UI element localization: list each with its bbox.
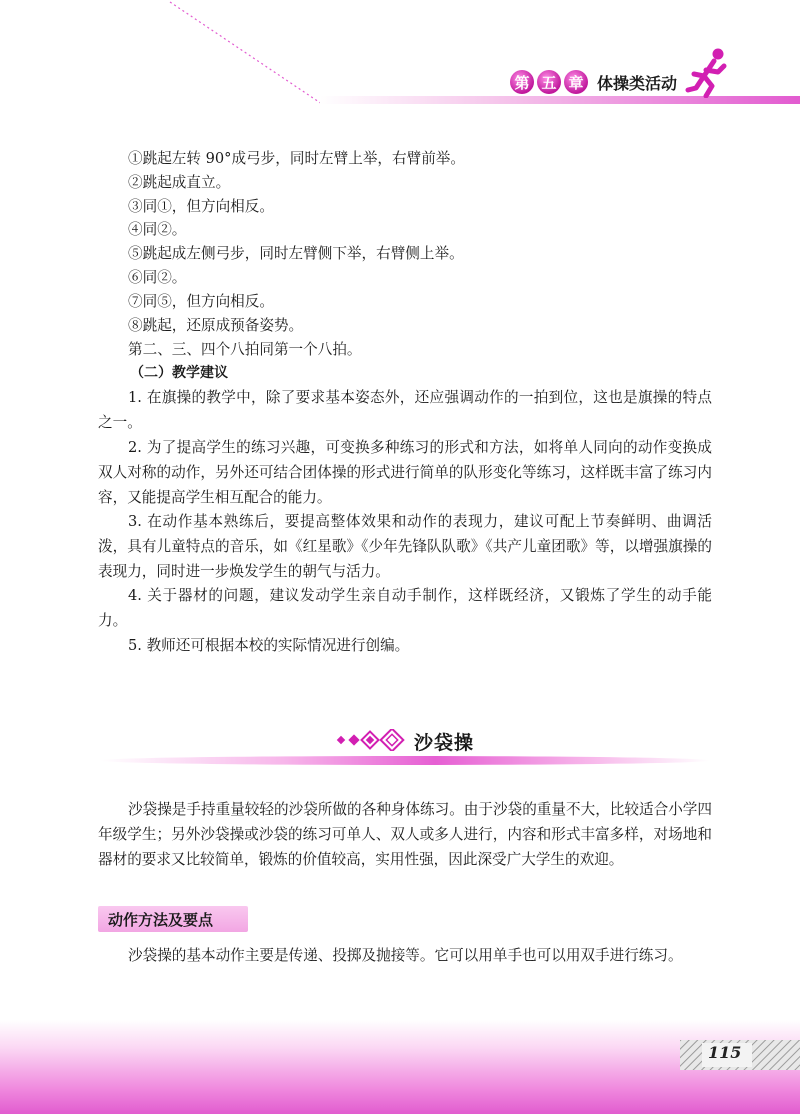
- teaching-paragraph: 2. 为了提高学生的练习兴趣，可变换多种练习的形式和方法，如将单人同向的动作变换成双人对称的动作，另外还可结合团体操的形式进行简单的队形变化等练习，这样既丰富了练习内容，又能提高学生相互配合的能力。: [98, 439, 712, 506]
- chapter-label: [510, 68, 677, 96]
- section-rule: [100, 756, 710, 765]
- page-number: 115: [708, 1043, 742, 1062]
- step-line: ⑤跳起成左侧弓步，同时左臂侧下举，右臂侧上举。: [128, 245, 464, 262]
- teaching-paragraph: 1. 在旗操的教学中，除了要求基本姿态外，还应强调动作的一拍到位，这也是旗操的特点之一。: [98, 389, 712, 431]
- step-line: 第二、三、四个八拍同第一个八拍。: [128, 341, 362, 358]
- header-decoration: [0, 0, 800, 110]
- step-line: ①跳起左转 90°成弓步，同时左臂上举，右臂前举。: [128, 150, 465, 167]
- step-line: ⑧跳起，还原成预备姿势。: [128, 317, 304, 334]
- method-paragraph: 沙袋操的基本动作主要是传递、投掷及抛接等。它可以用单手也可以用双手进行练习。: [128, 947, 683, 964]
- chapter-char: 第: [510, 70, 534, 94]
- chapter-char: 五: [537, 70, 561, 94]
- section-intro: 沙袋操是手持重量较轻的沙袋所做的各种身体练习。由于沙袋的重量不大，比较适合小学四年级学生；另外沙袋操或沙袋的练习可单人、双人或多人进行，内容和形式丰富多样，对场地和器材的要求又比较简单，锻炼的价值较高，实用性强，因此深受广大学生的欢迎。: [98, 801, 712, 868]
- teaching-paragraph: 5. 教师还可根据本校的实际情况进行创编。: [128, 637, 410, 654]
- step-line: ③同①，但方向相反。: [128, 198, 274, 215]
- step-line: ⑦同⑤，但方向相反。: [128, 293, 274, 310]
- teaching-heading: （二）教学建议: [130, 365, 228, 381]
- chapter-title: 体操类活动: [597, 73, 678, 93]
- teaching-paragraph: 3. 在动作基本熟练后，要提高整体效果和动作的表现力，建议可配上节奏鲜明、曲调活泼，具有儿童特点的音乐，如《红星歌》《少年先锋队队歌》《共产儿童团歌》等，以增强旗操的表现力，同时进一步焕发学生的朝气与活力。: [98, 513, 712, 580]
- step-line: ⑥同②。: [128, 269, 187, 286]
- diamond-ornament-icon: [332, 729, 412, 751]
- step-line: ④同②。: [128, 221, 187, 238]
- teaching-paragraph: 4. 关于器材的问题，建议发动学生亲自动手制作，这样既经济，又锻炼了学生的动手能力。: [98, 587, 712, 629]
- section-title: 沙袋操: [414, 732, 475, 754]
- chapter-char: 章: [564, 70, 588, 94]
- running-figure-icon: [684, 46, 732, 98]
- step-line: ②跳起成直立。: [128, 174, 231, 191]
- method-title: 动作方法及要点: [108, 911, 214, 929]
